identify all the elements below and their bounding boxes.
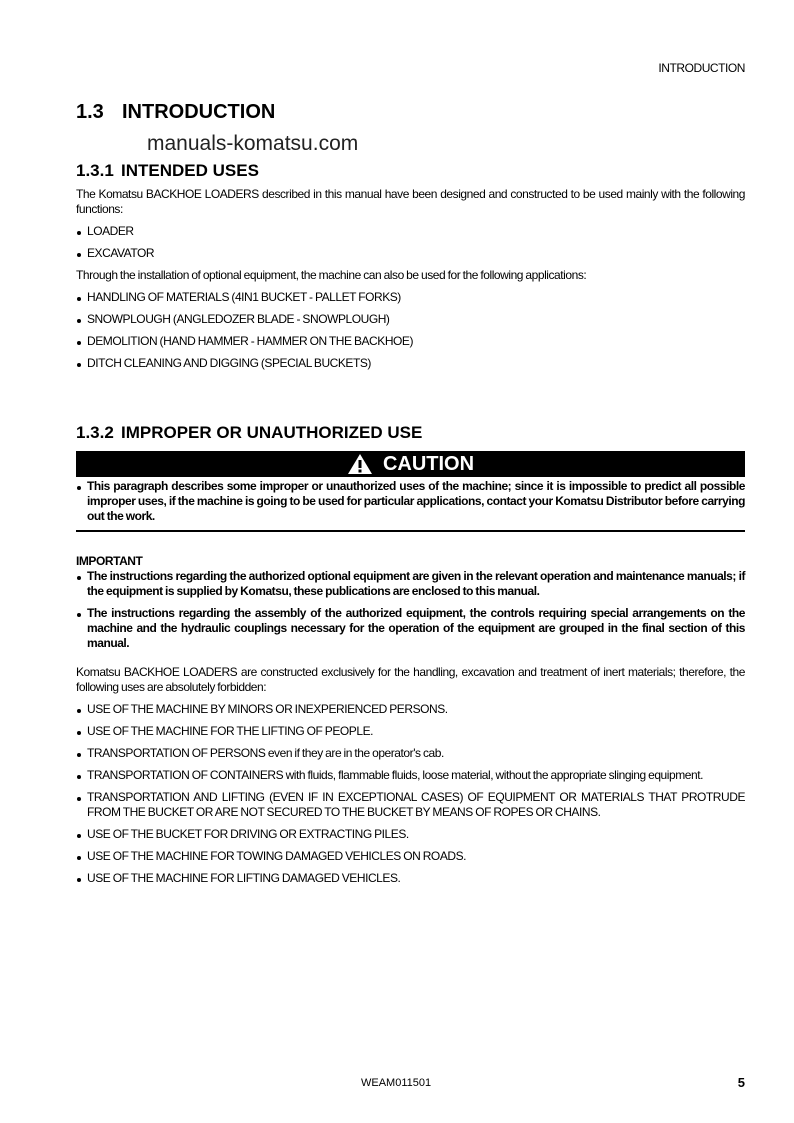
- caution-banner: [76, 451, 745, 477]
- section-heading: [76, 100, 745, 124]
- watermark: manuals-komatsu.com: [147, 132, 359, 155]
- page-footer: [76, 1075, 745, 1093]
- caution-text: This paragraph describes some improper or unauthorized uses of the machine; since it is impossible to predict all possible improper uses, if the machine is going to be used for particular applications, contact your Komatsu Distributor before carrying out the work.: [76, 479, 745, 524]
- warning-triangle-icon: [347, 453, 373, 475]
- optional-intro: Through the installation of optional equipment, the machine can also be used for the following applications:: [76, 268, 587, 282]
- list-item: TRANSPORTATION OF CONTAINERS with fluids, flammable fluids, loose material, without the appropriate slinging equipment.: [76, 768, 745, 783]
- page-number: 5: [737, 1075, 745, 1090]
- list-item: DITCH CLEANING AND DIGGING (SPECIAL BUCKETS): [76, 356, 745, 371]
- important-item: The instructions regarding the authorized optional equipment are given in the relevant operation and maintenance manuals; if the equipment is supplied by Komatsu, these publications are enclosed to this manual.: [76, 569, 745, 599]
- list-item: DEMOLITION (HAND HAMMER - HAMMER ON THE BACKHOE): [76, 334, 745, 349]
- list-item: EXCAVATOR: [76, 246, 745, 261]
- list-item: HANDLING OF MATERIALS (4IN1 BUCKET - PALLET FORKS): [76, 290, 745, 305]
- running-header: INTRODUCTION: [658, 61, 745, 75]
- caution-label: CAUTION: [382, 452, 475, 475]
- subsection-title: INTENDED USES: [121, 161, 259, 180]
- list-item: USE OF THE MACHINE FOR TOWING DAMAGED VEHICLES ON ROADS.: [76, 849, 745, 864]
- intended-uses-intro: The Komatsu BACKHOE LOADERS described in this manual have been designed and constructed to be used mainly with the following functions:: [76, 187, 745, 216]
- subsection-number: 1.3.1: [76, 161, 114, 180]
- caution-divider: [76, 530, 745, 532]
- important-item: The instructions regarding the assembly of the authorized equipment, the controls requiring special arrangements on the machine and the hydraulic couplings necessary for the operation of the equipment are grouped in the final section of this manual.: [76, 606, 745, 651]
- subsection-heading-2: [76, 423, 745, 443]
- list-item: TRANSPORTATION AND LIFTING (EVEN IF IN EXCEPTIONAL CASES) OF EQUIPMENT OR MATERIALS THAT PROTRUDE FROM THE BUCKET OR ARE NOT SECURED TO THE BUCKET BY MEANS OF ROPES OR CHAINS.: [76, 790, 745, 820]
- subsection-title: IMPROPER OR UNAUTHORIZED USE: [121, 423, 423, 442]
- list-item: TRANSPORTATION OF PERSONS even if they are in the operator's cab.: [76, 746, 745, 761]
- list-item: LOADER: [76, 224, 745, 239]
- list-item: USE OF THE MACHINE FOR THE LIFTING OF PEOPLE.: [76, 724, 745, 739]
- subsection-heading-1: [76, 161, 745, 181]
- section-number: 1.3: [76, 101, 104, 123]
- document-code: WEAM011501: [361, 1077, 432, 1089]
- subsection-number: 1.3.2: [76, 423, 114, 442]
- important-label: IMPORTANT: [76, 554, 143, 568]
- list-item: USE OF THE MACHINE BY MINORS OR INEXPERIENCED PERSONS.: [76, 702, 745, 717]
- list-item: USE OF THE MACHINE FOR LIFTING DAMAGED VEHICLES.: [76, 871, 745, 886]
- forbidden-intro: Komatsu BACKHOE LOADERS are constructed exclusively for the handling, excavation and treatment of inert materials; therefore, the following uses are absolutely forbidden:: [76, 665, 745, 694]
- section-title: INTRODUCTION: [122, 101, 276, 123]
- list-item: USE OF THE BUCKET FOR DRIVING OR EXTRACTING PILES.: [76, 827, 745, 842]
- list-item: SNOWPLOUGH (ANGLEDOZER BLADE - SNOWPLOUGH): [76, 312, 745, 327]
